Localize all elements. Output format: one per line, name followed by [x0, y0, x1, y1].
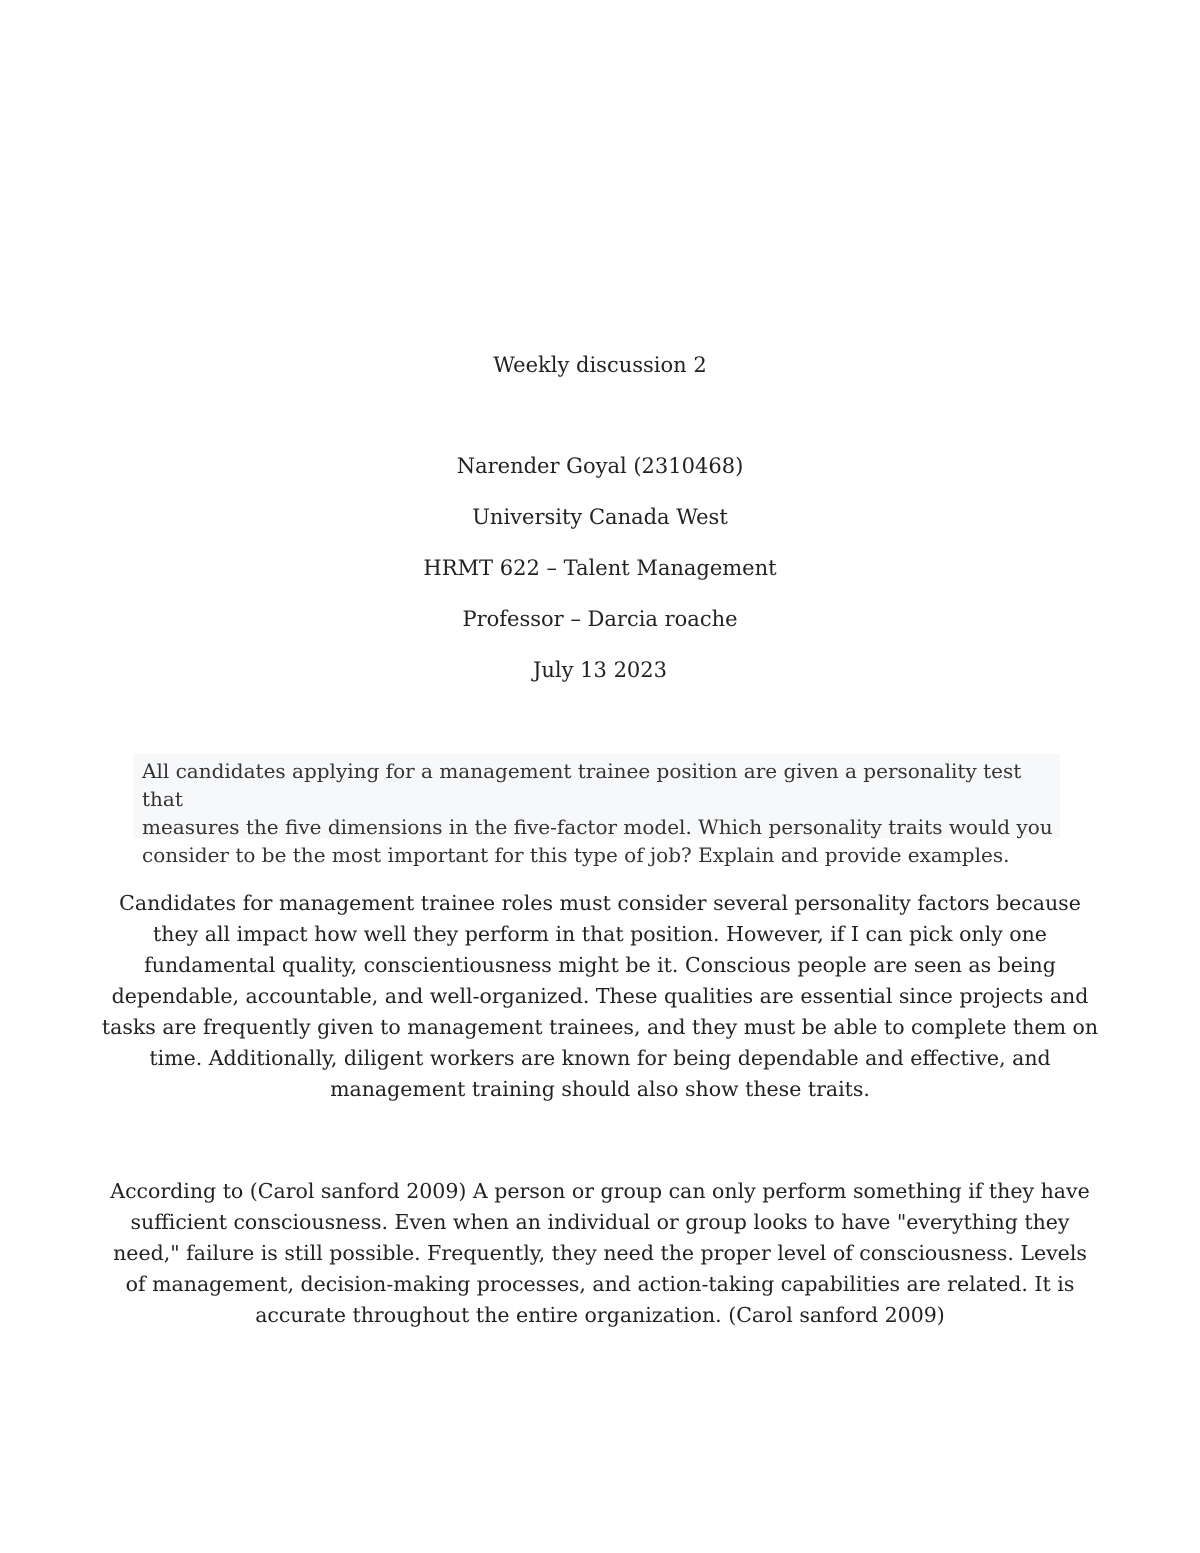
- course: HRMT 622 – Talent Management: [423, 556, 777, 580]
- question-line: All candidates applying for a management trainee position are given a personality test that: [142, 759, 1022, 811]
- author-line: Narender Goyal (2310468): [456, 454, 744, 478]
- professor: Professor – Darcia roache: [462, 607, 738, 631]
- answer-paragraph-1: Candidates for management trainee roles must consider several personality factors because they all impact how well they perform in that position. However, if I can pick only one fundamental quality, conscientiousness might be it. Conscious people are seen as being dependable, accountable, and well-organized. These qualities are essential since projects and tasks are frequently given to management trainees, and they must be able to complete them on time. Additionally, diligent workers are known for being dependable and effective, and management training should also show these traits.: [101, 891, 1099, 1101]
- discussion-question: [134, 754, 1060, 867]
- date: July 13 2023: [532, 658, 668, 682]
- institution: University Canada West: [472, 505, 728, 529]
- title-page-details: [0, 451, 1200, 706]
- document-title: Weekly discussion 2: [493, 353, 707, 377]
- question-line: measures the five dimensions in the five-factor model. Which personality traits would you: [142, 815, 1053, 839]
- question-line: consider to be the most important for this type of job? Explain and provide examples.: [142, 843, 1010, 867]
- answer-paragraph-2: According to (Carol sanford 2009) A person or group can only perform something if they have sufficient consciousness. Even when an individual or group looks to have "everything they need," failure is still possible. Frequently, they need the proper level of consciousness. Levels of management, decision-making processes, and action-taking capabilities are related. It is accurate throughout the entire organization. (Carol sanford 2009): [110, 1179, 1090, 1327]
